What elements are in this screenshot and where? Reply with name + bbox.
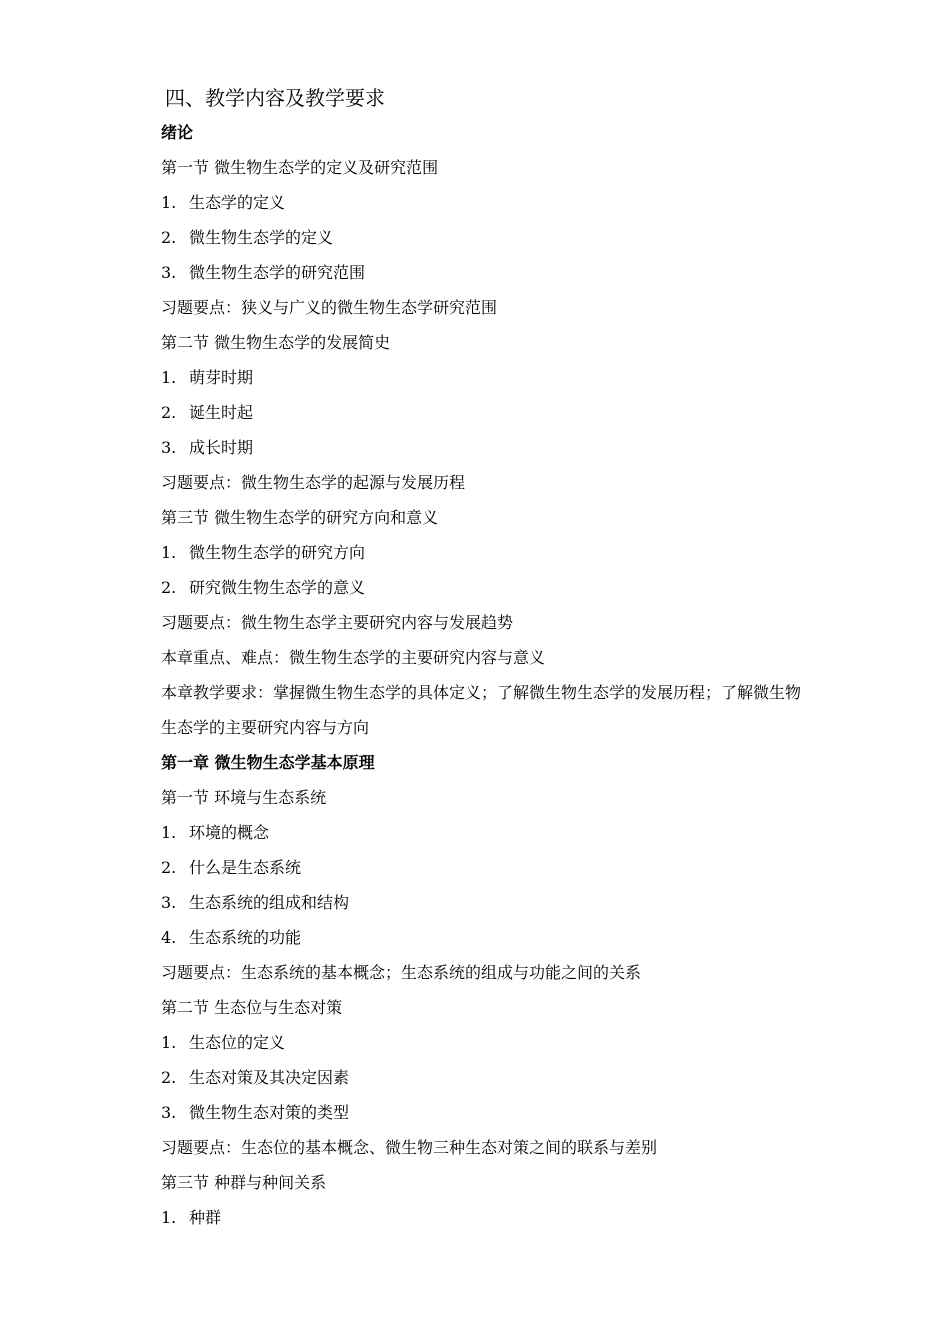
line-text: 绪论 — [161, 123, 194, 142]
text-line — [161, 465, 841, 500]
line-text: 诞生时起 — [189, 403, 254, 422]
text-line — [161, 325, 841, 360]
line-text: 第一节 微生物生态学的定义及研究范围 — [161, 158, 439, 177]
item-number: 1. — [161, 823, 177, 842]
text-line — [161, 990, 841, 1025]
item-number: 2. — [161, 228, 177, 247]
text-line — [161, 675, 841, 710]
numbered-item — [161, 220, 841, 255]
numbered-item — [161, 1025, 841, 1060]
line-text: 环境的概念 — [189, 823, 270, 842]
line-text: 研究微生物生态学的意义 — [189, 578, 366, 597]
line-text: 成长时期 — [189, 438, 254, 457]
line-text: 生态学的定义 — [189, 193, 286, 212]
line-text: 生态学的主要研究内容与方向 — [161, 718, 370, 737]
line-text: 第三节 微生物生态学的研究方向和意义 — [161, 508, 439, 527]
item-number: 1. — [161, 368, 177, 387]
line-text: 微生物生态学的研究范围 — [189, 263, 366, 282]
numbered-item — [161, 1060, 841, 1095]
line-text: 本章重点、难点：微生物生态学的主要研究内容与意义 — [161, 648, 546, 667]
numbered-item — [161, 815, 841, 850]
line-text: 萌芽时期 — [189, 368, 254, 387]
item-number: 2. — [161, 1068, 177, 1087]
line-text: 第一节 环境与生态系统 — [161, 788, 327, 807]
numbered-item — [161, 1200, 841, 1235]
text-line — [161, 710, 841, 745]
line-text: 微生物生态学的研究方向 — [189, 543, 366, 562]
line-text: 生态系统的组成和结构 — [189, 893, 350, 912]
numbered-item — [161, 570, 841, 605]
numbered-item — [161, 1095, 841, 1130]
line-text: 微生物生态学的定义 — [189, 228, 334, 247]
item-number: 1. — [161, 543, 177, 562]
line-text: 种群 — [189, 1208, 222, 1227]
numbered-item — [161, 395, 841, 430]
item-number: 1. — [161, 1033, 177, 1052]
line-text: 第二节 生态位与生态对策 — [161, 998, 343, 1017]
item-number: 1. — [161, 193, 177, 212]
numbered-item — [161, 850, 841, 885]
numbered-item — [161, 885, 841, 920]
item-number: 3. — [161, 438, 177, 457]
line-text: 本章教学要求：掌握微生物生态学的具体定义；了解微生物生态学的发展历程；了解微生物 — [161, 683, 802, 702]
line-text: 生态对策及其决定因素 — [189, 1068, 350, 1087]
chapter-title — [161, 115, 841, 150]
text-line — [161, 1165, 841, 1200]
document-body — [161, 115, 841, 1235]
text-line — [161, 955, 841, 990]
section-heading: 四、教学内容及教学要求 — [165, 86, 385, 110]
line-text: 生态系统的功能 — [189, 928, 302, 947]
text-line — [161, 1130, 841, 1165]
line-text: 微生物生态对策的类型 — [189, 1103, 350, 1122]
numbered-item — [161, 535, 841, 570]
line-text: 习题要点：狭义与广义的微生物生态学研究范围 — [161, 298, 498, 317]
numbered-item — [161, 430, 841, 465]
line-text: 习题要点：微生物生态学的起源与发展历程 — [161, 473, 466, 492]
item-number: 3. — [161, 893, 177, 912]
text-line — [161, 605, 841, 640]
text-line — [161, 290, 841, 325]
item-number: 2. — [161, 403, 177, 422]
item-number: 3. — [161, 1103, 177, 1122]
item-number: 1. — [161, 1208, 177, 1227]
item-number: 4. — [161, 928, 177, 947]
line-text: 第三节 种群与种间关系 — [161, 1173, 327, 1192]
chapter-title — [161, 745, 841, 780]
numbered-item — [161, 255, 841, 290]
numbered-item — [161, 920, 841, 955]
item-number: 2. — [161, 578, 177, 597]
text-line — [161, 780, 841, 815]
text-line — [161, 150, 841, 185]
line-text: 习题要点：微生物生态学主要研究内容与发展趋势 — [161, 613, 514, 632]
line-text: 第一章 微生物生态学基本原理 — [161, 753, 375, 772]
line-text: 习题要点：生态系统的基本概念；生态系统的组成与功能之间的关系 — [161, 963, 642, 982]
text-line — [161, 500, 841, 535]
line-text: 第二节 微生物生态学的发展简史 — [161, 333, 391, 352]
numbered-item — [161, 185, 841, 220]
item-number: 2. — [161, 858, 177, 877]
item-number: 3. — [161, 263, 177, 282]
text-line — [161, 640, 841, 675]
line-text: 习题要点：生态位的基本概念、微生物三种生态对策之间的联系与差别 — [161, 1138, 658, 1157]
line-text: 生态位的定义 — [189, 1033, 286, 1052]
line-text: 什么是生态系统 — [189, 858, 302, 877]
numbered-item — [161, 360, 841, 395]
